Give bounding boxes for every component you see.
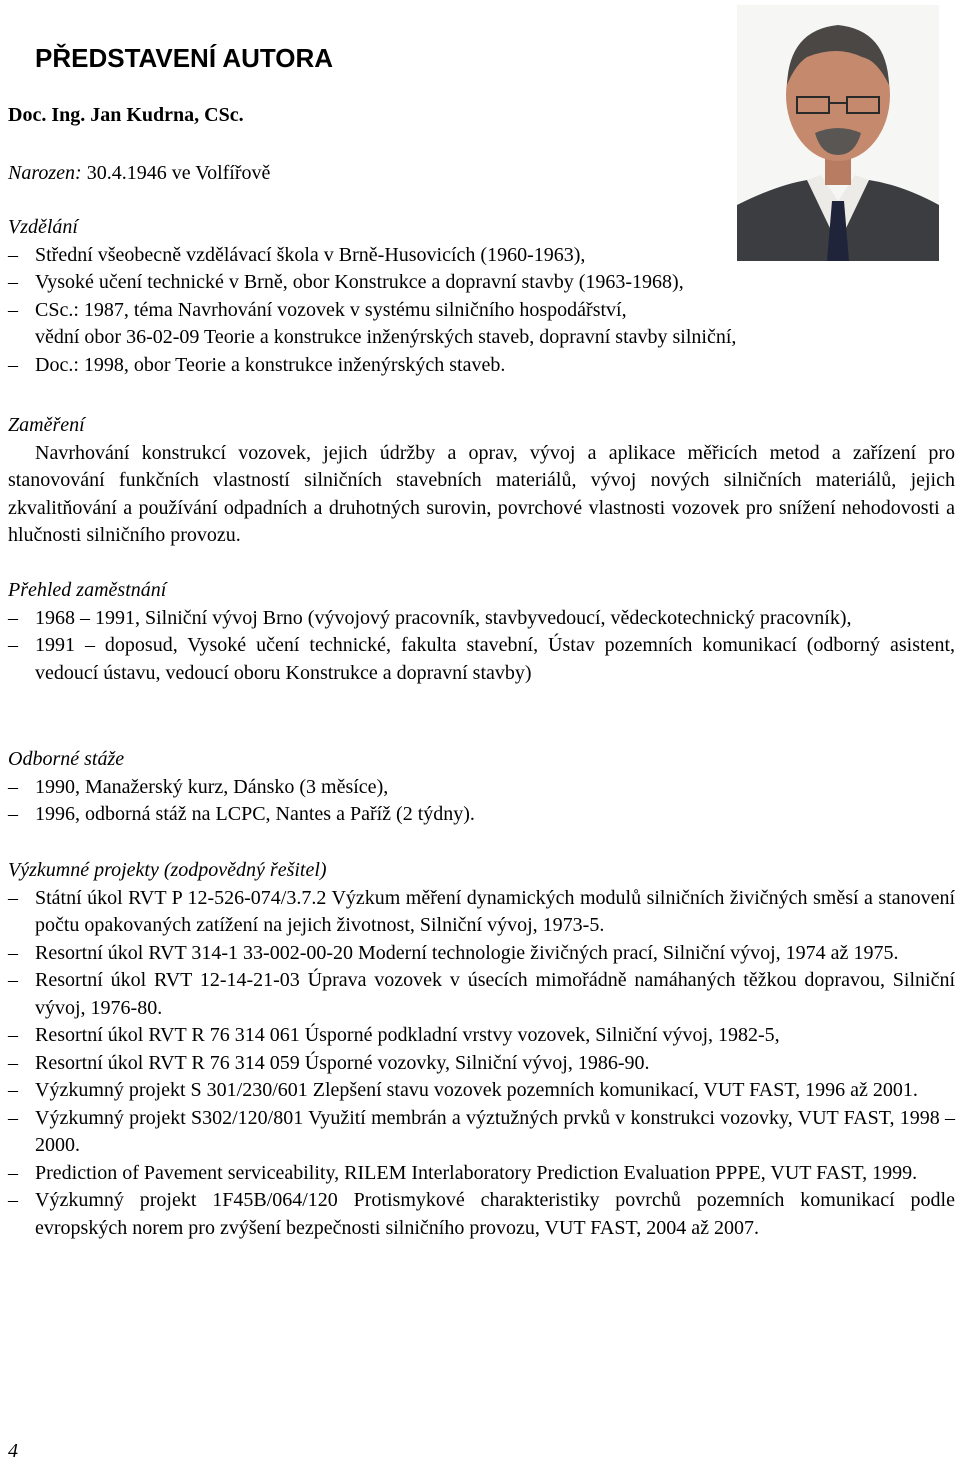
list-item: – Resortní úkol RVT 12-14-21-03 Úprava vozovek v úsecích mimořádně namáhaných těžkou dopravou, Silniční vývoj, 1976-80. bbox=[8, 967, 955, 1022]
list-item: – CSc.: 1987, téma Navrhování vozovek v systému silničního hospodářství, vědní obor 36-02-09 Teorie a konstrukce inženýrských staveb, dopravní stavby silniční, bbox=[8, 297, 736, 352]
section-heading: Přehled zaměstnání bbox=[8, 579, 167, 601]
list-item: – Střední všeobecně vzdělávací škola v Brně-Husovicích (1960-1963), bbox=[8, 242, 736, 270]
list-item: – Státní úkol RVT P 12-526-074/3.7.2 Výzkum měření dynamických modulů silničních živičných směsí a stanovení počtu opakovaných zatížení na jejich životnost, Silniční vývoj, 1973-5. bbox=[8, 885, 955, 940]
list-item: – 1996, odborná stáž na LCPC, Nantes a Paříž (2 týdny). bbox=[8, 801, 475, 829]
list-item: – 1968 – 1991, Silniční vývoj Brno (vývojový pracovník, stavbyvedoucí, vědeckotechnický pracovník), bbox=[8, 605, 955, 633]
list-item: – Resortní úkol RVT R 76 314 059 Úsporné vozovky, Silniční vývoj, 1986-90. bbox=[8, 1050, 955, 1078]
list-item: – Výzkumný projekt S 301/230/601 Zlepšení stavu vozovek pozemních komunikací, VUT FAST, 1996 až 2001. bbox=[8, 1077, 955, 1105]
section-focus bbox=[8, 412, 955, 550]
list-item: – Výzkumný projekt 1F45B/064/120 Protismykové charakteristiky povrchů pozemních komunikací podle evropských norem pro zvýšení bezpečnosti silničního provozu, VUT FAST, 2004 až 2007. bbox=[8, 1187, 955, 1242]
focus-paragraph: Navrhování konstrukcí vozovek, jejich údržby a oprav, vývoj a aplikace měřicích metod a zařízení pro stanovování funkčních vlastností silničních stavebních materiálů, vývoj nových silničních materiálů, jejich zkvalitňování a používání odpadních a druhotných surovin, povrchové vlastnosti vozovek pro snížení nehodovosti a hlučnosti silničního provozu. bbox=[8, 441, 955, 546]
birth-label: Narozen: bbox=[8, 162, 82, 184]
section-internships bbox=[8, 746, 475, 829]
author-portrait-photo bbox=[737, 5, 939, 261]
section-employment bbox=[8, 577, 955, 687]
page-number: 4 bbox=[8, 1440, 18, 1462]
list-item: – Vysoké učení technické v Brně, obor Konstrukce a dopravní stavby (1963-1968), bbox=[8, 269, 736, 297]
list-item: – 1991 – doposud, Vysoké učení technické, fakulta stavební, Ústav pozemních komunikací (odborný asistent, vedoucí ústavu, vedoucí oboru Konstrukce a dopravní stavby) bbox=[8, 632, 955, 687]
list-item: – Doc.: 1998, obor Teorie a konstrukce inženýrských staveb. bbox=[8, 352, 736, 380]
section-heading: Výzkumné projekty (zodpovědný řešitel) bbox=[8, 859, 327, 881]
section-research-projects bbox=[8, 857, 955, 1242]
list-item: – 1990, Manažerský kurz, Dánsko (3 měsíce), bbox=[8, 774, 475, 802]
list-item: – Resortní úkol RVT 314-1 33-002-00-20 Moderní technologie živičných prací, Silniční vývoj, 1974 až 1975. bbox=[8, 940, 955, 968]
list-item: – Resortní úkol RVT R 76 314 061 Úsporné podkladní vrstvy vozovek, Silniční vývoj, 1982-5, bbox=[8, 1022, 955, 1050]
section-heading: Odborné stáže bbox=[8, 748, 125, 770]
birth-info bbox=[8, 160, 270, 188]
author-name: Doc. Ing. Jan Kudrna, CSc. bbox=[8, 104, 244, 126]
birth-value: 30.4.1946 ve Volfířově bbox=[86, 162, 271, 184]
section-education bbox=[8, 214, 736, 379]
section-heading: Zaměření bbox=[8, 414, 85, 436]
page-title: PŘEDSTAVENÍ AUTORA bbox=[35, 43, 334, 73]
section-heading: Vzdělání bbox=[8, 216, 78, 238]
list-item: – Výzkumný projekt S302/120/801 Využití membrán a výztužných prvků v konstrukci vozovky, VUT FAST, 1998 – 2000. bbox=[8, 1105, 955, 1160]
list-item: – Prediction of Pavement serviceability, RILEM Interlaboratory Prediction Evaluation PPPE, VUT FAST, 1999. bbox=[8, 1160, 955, 1188]
